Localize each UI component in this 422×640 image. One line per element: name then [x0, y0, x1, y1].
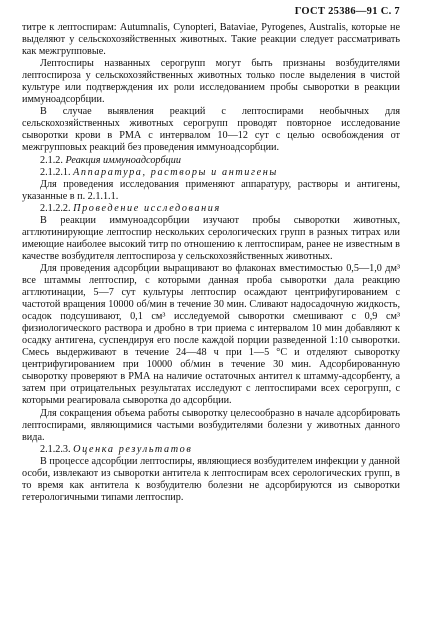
paragraph: Лептоспиры названных серогрупп могут быть признаны возбудителями лептоспироза у сельскохозяйственных животных только после выделения в чистой культуре или подтверждения их роли исследованием пробы сыворотки в реакции иммуноадсорбции.	[22, 58, 400, 106]
section-number: 2.1.2.1.	[40, 166, 71, 178]
section-number: 2.1.2.	[40, 154, 63, 166]
paragraph: В реакции иммуноадсорбции изучают пробы сыворотки животных, агглютинирующие лептоспир нескольких серологических групп в разных титрах или имеющие наиболее высокий титр по отношению к лептоспирам, ранее не известным в качестве возбудителя лептоспироза у сельскохозяйственных животных.	[22, 214, 400, 262]
section-title: Реакция иммуноадсорбции	[65, 154, 181, 166]
paragraph: В случае выявления реакций с лептоспирами необычных для сельскохозяйственных животных серогрупп проводят повторное исследование сыворотки крови в РМА с интервалом 10—12 сут с целью освобождения от межгрупповых реакций без проведения иммуноадсорбции.	[22, 106, 400, 154]
paragraph: титре к лептоспирам: Autumnalis, Cynopteri, Bataviae, Pyrogenes, Australis, которые не выделяют у сельскохозяйственных животных. Такие реакции следует рассматривать как межгрупповые.	[22, 22, 400, 58]
section-heading	[22, 444, 400, 456]
section-title: Проведение исследования	[73, 202, 221, 214]
section-number: 2.1.2.2.	[40, 202, 71, 214]
page-header: ГОСТ 25386—91 С. 7	[294, 6, 400, 17]
section-title: Оценка результатов	[73, 443, 193, 455]
paragraph: Для проведения исследования применяют аппаратуру, растворы и антигены, указанные в п. 2.1.1.1.	[22, 178, 400, 202]
section-title: Аппаратура, растворы и антигены	[73, 166, 278, 178]
document-body	[22, 22, 400, 504]
section-heading	[22, 167, 400, 179]
paragraph: Для проведения адсорбции выращивают во флаконах вместимостью 0,5—1,0 дм³ все штаммы лептоспир, с которыми данная проба сыворотки дала реакцию агглютинации, 5—7 сут культуры лептоспир осаждают центрифугированием с частотой вращения 10000 об/мин в течение 30 мин. Сливают надосадочную жидкость, осадок подсушивают, 0,1 см³ исследуемой сыворотки смешивают с 0,9 см³ физиологического раствора и дробно в три приема с интервалом 10 мин добавляют к осадку антигена, суспендируя его после каждой порции разведенной 1:10 сыворотки. Смесь выдерживают в течение 24—48 ч при 1—5 °С и отделяют сыворотку центрифугированием при 10000 об/мин в течение 30 мин. Адсорбированную сыворотку проверяют в РМА на наличие остаточных антител к штамму-адсорбенту, а затем при отрицательных результатах исследуют с лептоспирами всех серогрупп, с которыми реагировала сыворотка до адсорбции.	[22, 262, 400, 407]
paragraph: Для сокращения объема работы сыворотку целесообразно в начале адсорбировать лептоспирами, являющимися частыми возбудителями болезни у животных данного вида.	[22, 407, 400, 443]
section-number: 2.1.2.3.	[40, 443, 71, 455]
paragraph: В процессе адсорбции лептоспиры, являющиеся возбудителем инфекции у данной особи, извлекают из сыворотки антитела к лептоспирам всех серологических групп, в то время как антитела к возбудителю болезни не адсорбируются из сыворотки гетерологичными типами лептоспир.	[22, 455, 400, 503]
section-heading	[22, 203, 400, 215]
section-heading	[22, 155, 400, 167]
